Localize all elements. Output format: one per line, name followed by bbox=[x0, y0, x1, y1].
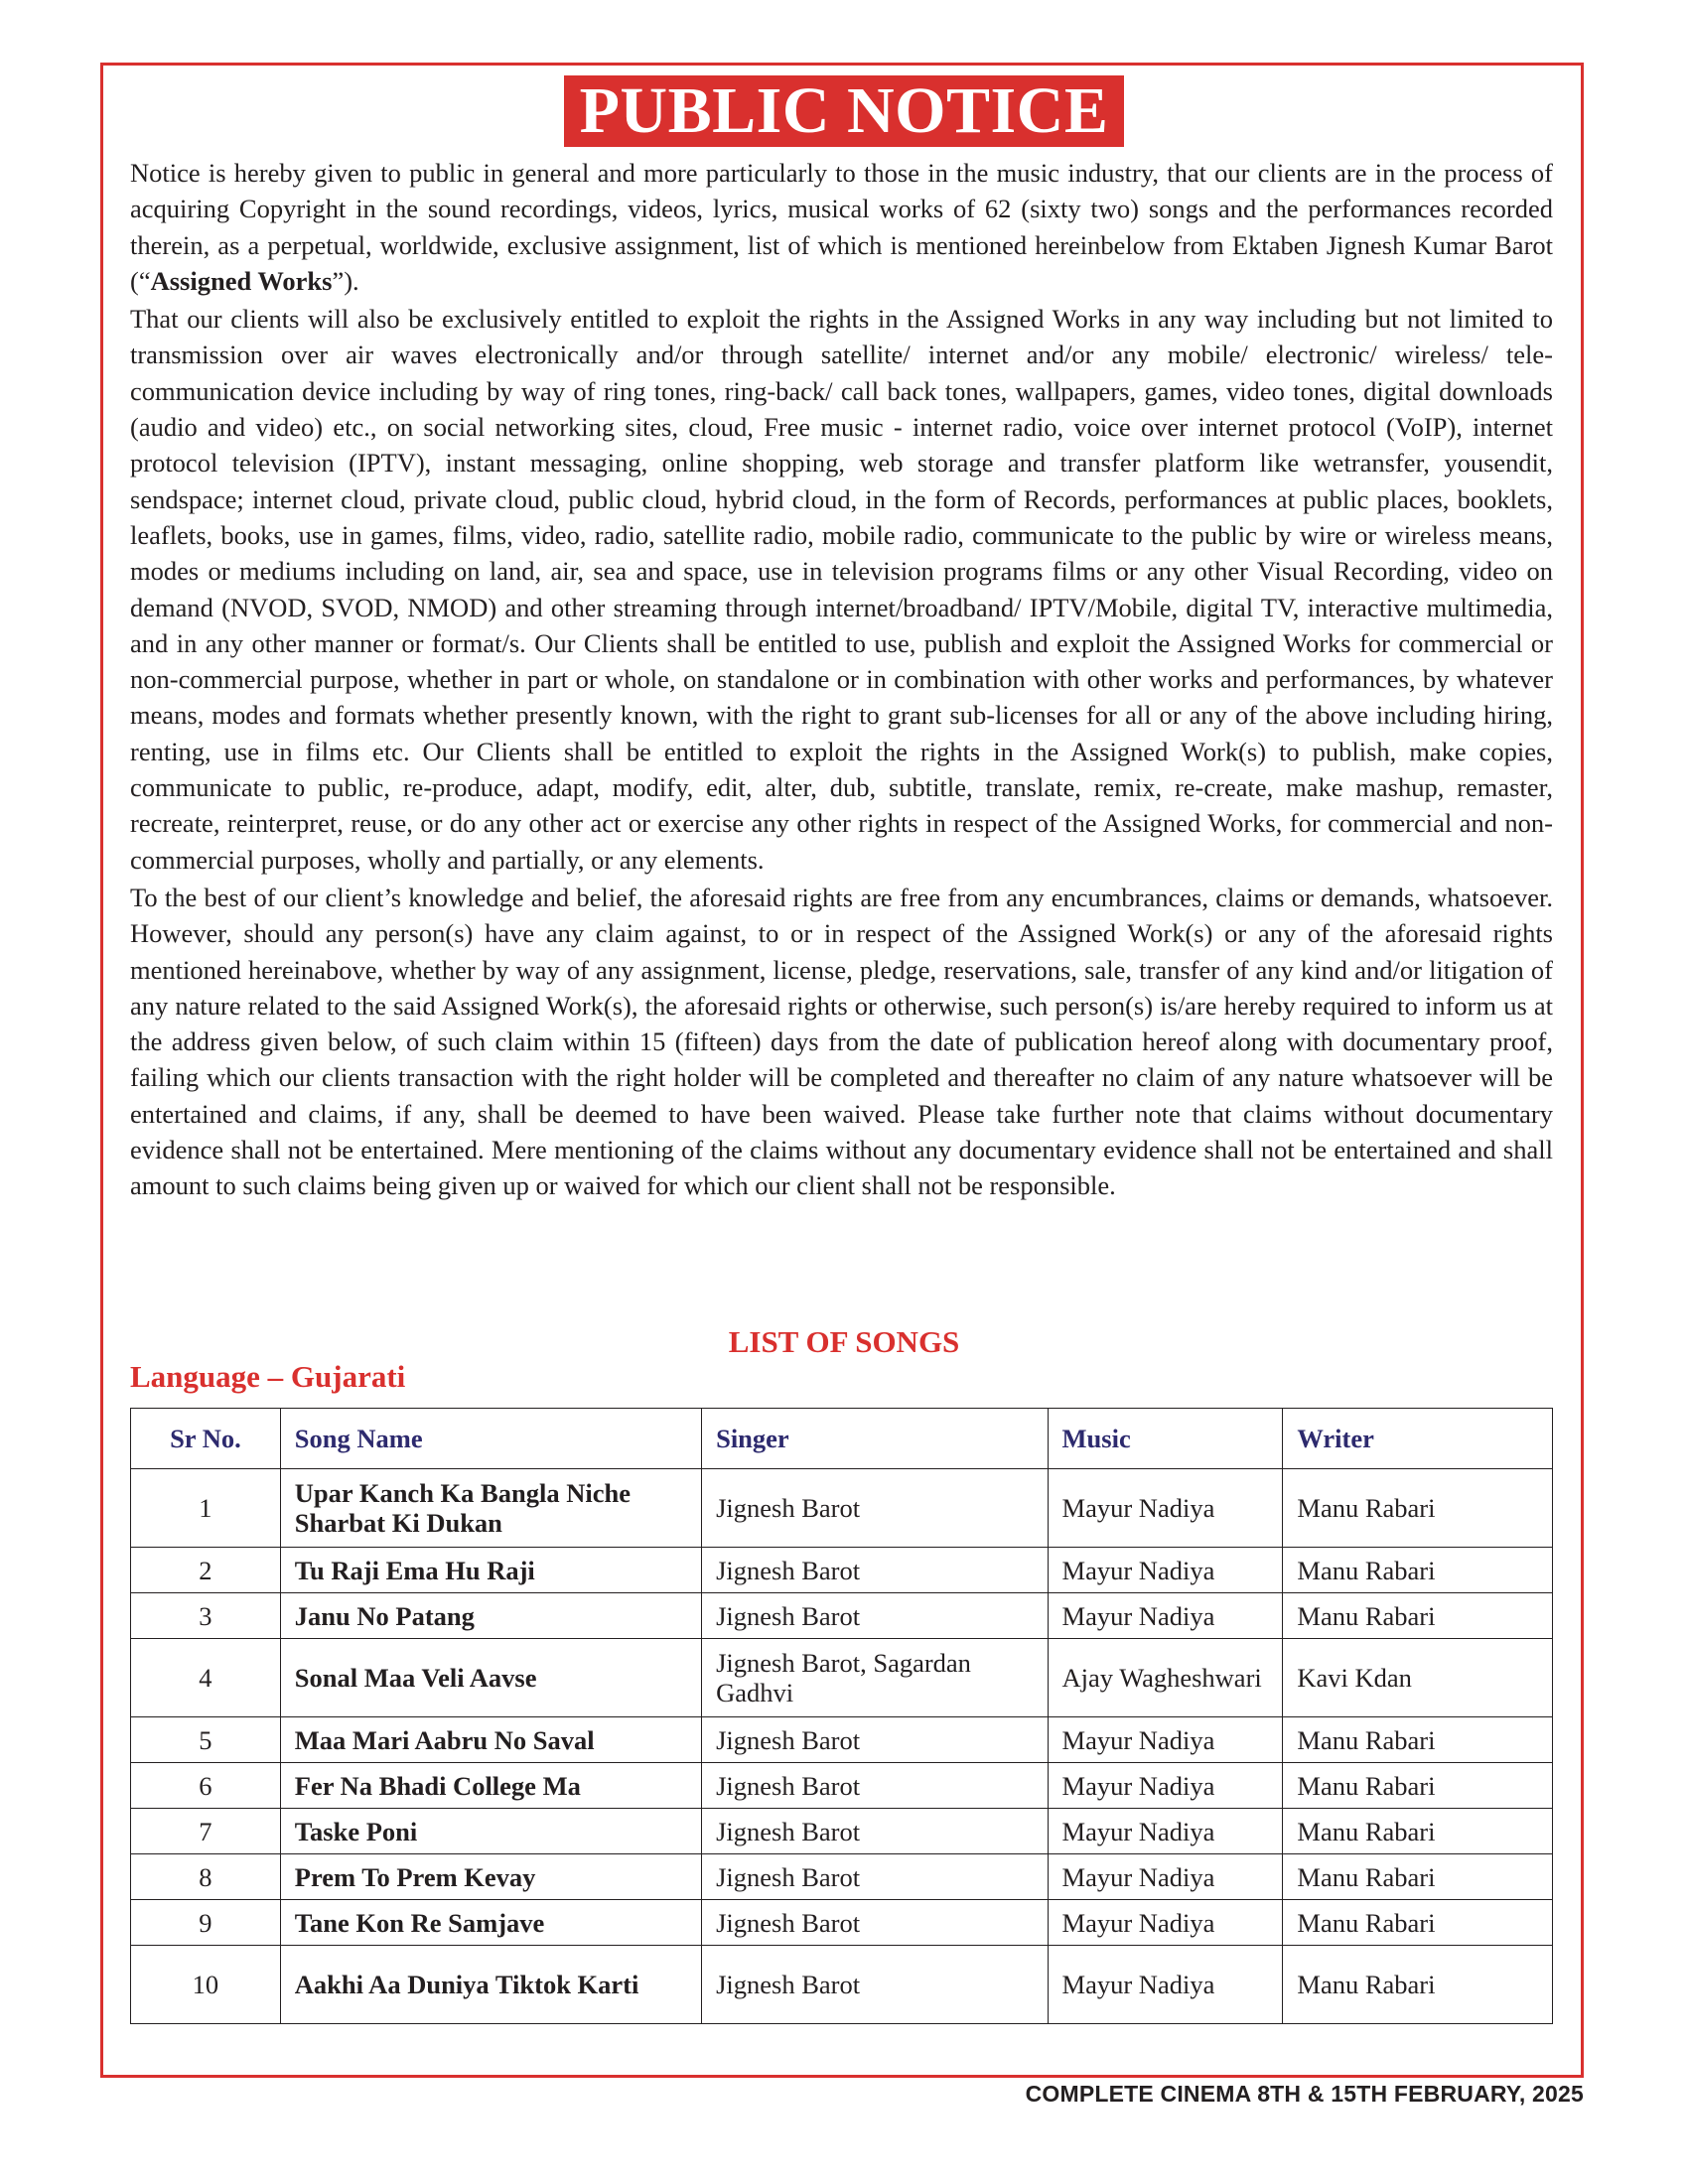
cell-song: Tu Raji Ema Hu Raji bbox=[280, 1548, 701, 1593]
table-row bbox=[131, 1763, 1553, 1809]
notice-title: PUBLIC NOTICE bbox=[564, 75, 1125, 147]
cell-music: Mayur Nadiya bbox=[1048, 1900, 1283, 1946]
cell-singer: Jignesh Barot bbox=[702, 1809, 1048, 1854]
cell-music: Mayur Nadiya bbox=[1048, 1763, 1283, 1809]
cell-music: Mayur Nadiya bbox=[1048, 1469, 1283, 1548]
cell-sr: 6 bbox=[131, 1763, 281, 1809]
cell-music: Mayur Nadiya bbox=[1048, 1946, 1283, 2024]
paragraph-1-end: ”). bbox=[332, 265, 359, 296]
cell-singer: Jignesh Barot, Sagardan Gadhvi bbox=[702, 1639, 1048, 1717]
cell-song: Taske Poni bbox=[280, 1809, 701, 1854]
cell-singer: Jignesh Barot bbox=[702, 1469, 1048, 1548]
cell-singer: Jignesh Barot bbox=[702, 1717, 1048, 1763]
cell-sr: 1 bbox=[131, 1469, 281, 1548]
notice-body bbox=[130, 155, 1553, 1206]
cell-singer: Jignesh Barot bbox=[702, 1946, 1048, 2024]
table-row bbox=[131, 1469, 1553, 1548]
cell-sr: 3 bbox=[131, 1593, 281, 1639]
cell-sr: 10 bbox=[131, 1946, 281, 2024]
notice-paragraph-1 bbox=[130, 155, 1553, 299]
notice-paragraph-2: That our clients will also be exclusively entitled to exploit the rights in the Assigned Works in any way including but not limited to transmission over air waves electronically and/or through satellite/ internet and/or any mobile/ electronic/ wireless/ tele-communication device including by way of ring tones, ring-back/ call back tones, wallpapers, games, video tones, digital downloads (audio and video) etc., on social networking sites, cloud, Free music - internet radio, voice over internet protocol (VoIP), internet protocol television (IPTV), instant messaging, online shopping, web storage and transfer platform like wetransfer, yousendit, sendspace; internet cloud, private cloud, public cloud, hybrid cloud, in the form of Records, performances at public places, booklets, leaflets, books, use in games, films, video, radio, satellite radio, mobile radio, communicate to the public by wire or wireless means, modes or mediums including on land, air, sea and space, use in television programs films or any other Visual Recording, video on demand (NVOD, SVOD, NMOD) and other streaming through internet/broadband/ IPTV/Mobile, digital TV, interactive multimedia, and in any other manner or format/s. Our Clients shall be entitled to use, publish and exploit the Assigned Works for commercial or non-commercial purpose, whether in part or whole, on standalone or in combination with other works and performances, by whatever means, modes and formats whether presently known, with the right to grant sub-licenses for all or any of the above including hiring, renting, use in films etc. Our Clients shall be entitled to exploit the rights in the Assigned Work(s) to publish, make copies, communicate to public, re-produce, adapt, modify, edit, alter, dub, subtitle, translate, remix, re-create, make mashup, remaster, recreate, reinterpret, reuse, or do any other act or exercise any other rights in respect of the Assigned Works, for commercial and non-commercial purposes, wholly and partially, or any elements. bbox=[130, 304, 1553, 875]
cell-sr: 7 bbox=[131, 1809, 281, 1854]
cell-song: Fer Na Bhadi College Ma bbox=[280, 1763, 701, 1809]
cell-music: Mayur Nadiya bbox=[1048, 1717, 1283, 1763]
header-sr-no: Sr No. bbox=[131, 1409, 281, 1469]
cell-singer: Jignesh Barot bbox=[702, 1548, 1048, 1593]
notice-paragraph-3: To the best of our client’s knowledge and belief, the aforesaid rights are free from any encumbrances, claims or demands, whatsoever. However, should any person(s) have any claim against, to or in respect of the Assigned Work(s) or any of the aforesaid rights mentioned hereinabove, whether by way of any assignment, license, pledge, reservations, sale, transfer of any kind and/or litigation of any nature related to the said Assigned Work(s), the aforesaid rights or otherwise, such person(s) is/are hereby required to inform us at the address given below, of such claim within 15 (fifteen) days from the date of publication hereof along with documentary proof, failing which our clients transaction with the right holder will be completed and thereafter no claim of any nature whatsoever will be entertained and claims, if any, shall be deemed to have been waived. Please take further note that claims without documentary evidence shall not be entertained. Mere mentioning of the claims without any documentary evidence shall not be entertained and shall amount to such claims being given up or waived for which our client shall not be responsible. bbox=[130, 882, 1553, 1201]
header-song-name: Song Name bbox=[280, 1409, 701, 1469]
cell-song: Tane Kon Re Samjave bbox=[280, 1900, 701, 1946]
cell-music: Mayur Nadiya bbox=[1048, 1593, 1283, 1639]
assigned-works-term: Assigned Works bbox=[150, 265, 333, 296]
header-music: Music bbox=[1048, 1409, 1283, 1469]
cell-writer: Manu Rabari bbox=[1283, 1548, 1553, 1593]
cell-sr: 9 bbox=[131, 1900, 281, 1946]
table-row bbox=[131, 1548, 1553, 1593]
publication-footer: COMPLETE CINEMA 8TH & 15TH FEBRUARY, 2025 bbox=[1025, 2081, 1584, 2107]
cell-singer: Jignesh Barot bbox=[702, 1593, 1048, 1639]
cell-singer: Jignesh Barot bbox=[702, 1854, 1048, 1900]
header-singer: Singer bbox=[702, 1409, 1048, 1469]
header-writer: Writer bbox=[1283, 1409, 1553, 1469]
table-row bbox=[131, 1900, 1553, 1946]
cell-writer: Manu Rabari bbox=[1283, 1593, 1553, 1639]
table-row bbox=[131, 1946, 1553, 2024]
cell-writer: Manu Rabari bbox=[1283, 1763, 1553, 1809]
cell-song: Maa Mari Aabru No Saval bbox=[280, 1717, 701, 1763]
list-of-songs-heading: LIST OF SONGS bbox=[728, 1324, 960, 1359]
cell-song: Janu No Patang bbox=[280, 1593, 701, 1639]
cell-song: Upar Kanch Ka Bangla Niche Sharbat Ki Dukan bbox=[280, 1469, 701, 1548]
cell-writer: Manu Rabari bbox=[1283, 1809, 1553, 1854]
cell-music: Mayur Nadiya bbox=[1048, 1809, 1283, 1854]
cell-song: Prem To Prem Kevay bbox=[280, 1854, 701, 1900]
table-row bbox=[131, 1717, 1553, 1763]
cell-song: Aakhi Aa Duniya Tiktok Karti bbox=[280, 1946, 701, 2024]
cell-singer: Jignesh Barot bbox=[702, 1763, 1048, 1809]
cell-song: Sonal Maa Veli Aavse bbox=[280, 1639, 701, 1717]
cell-sr: 2 bbox=[131, 1548, 281, 1593]
cell-music: Mayur Nadiya bbox=[1048, 1548, 1283, 1593]
table-row bbox=[131, 1809, 1553, 1854]
title-container bbox=[0, 75, 1688, 147]
cell-writer: Manu Rabari bbox=[1283, 1946, 1553, 2024]
cell-singer: Jignesh Barot bbox=[702, 1900, 1048, 1946]
table-row bbox=[131, 1639, 1553, 1717]
table-header-row bbox=[131, 1409, 1553, 1469]
cell-writer: Kavi Kdan bbox=[1283, 1639, 1553, 1717]
paragraph-1-text: Notice is hereby given to public in general and more particularly to those in the music industry, that our clients are in the process of acquiring Copyright in the sound recordings, videos, lyrics, musical works of 62 (sixty two) songs and the performances recorded therein, as a perpetual, worldwide, exclusive assignment, list of which is mentioned hereinbelow from Ektaben Jignesh Kumar Barot (“ bbox=[130, 158, 1553, 296]
cell-writer: Manu Rabari bbox=[1283, 1900, 1553, 1946]
cell-music: Mayur Nadiya bbox=[1048, 1854, 1283, 1900]
cell-writer: Manu Rabari bbox=[1283, 1854, 1553, 1900]
cell-music: Ajay Wagheshwari bbox=[1048, 1639, 1283, 1717]
table-row bbox=[131, 1854, 1553, 1900]
cell-writer: Manu Rabari bbox=[1283, 1469, 1553, 1548]
cell-sr: 5 bbox=[131, 1717, 281, 1763]
cell-writer: Manu Rabari bbox=[1283, 1717, 1553, 1763]
table-row bbox=[131, 1593, 1553, 1639]
cell-sr: 4 bbox=[131, 1639, 281, 1717]
songs-table bbox=[130, 1408, 1553, 2024]
language-heading: Language – Gujarati bbox=[130, 1359, 406, 1394]
cell-sr: 8 bbox=[131, 1854, 281, 1900]
